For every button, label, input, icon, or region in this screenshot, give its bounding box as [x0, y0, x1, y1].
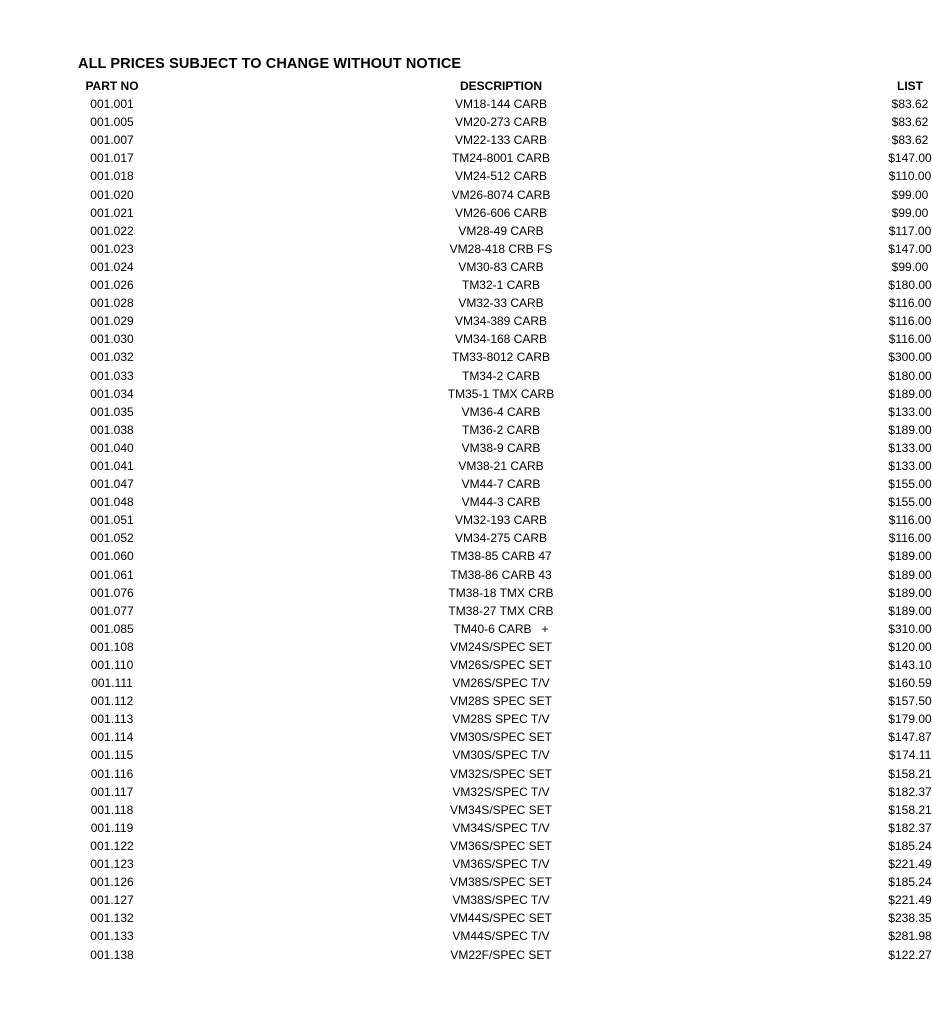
list-price-cell: $147.87	[888, 730, 932, 745]
description-cell: VM22-133 CARB	[454, 133, 548, 148]
part-no-cell: 001.007	[90, 133, 134, 148]
part-no-cell: 001.111	[91, 676, 133, 691]
table-row	[0, 855, 768, 873]
description-cell: VM34-168 CARB	[454, 332, 548, 347]
table-row	[0, 95, 768, 113]
description-cell: VM38-21 CARB	[458, 458, 544, 473]
part-no-cell: 001.026	[90, 278, 134, 293]
part-no-cell: 001.033	[90, 368, 134, 383]
table-row	[0, 330, 768, 348]
part-no-cell: 001.034	[90, 386, 134, 401]
description-cell: TM40-6 CARB +	[453, 621, 549, 636]
table-row	[0, 240, 768, 258]
list-price-cell: $133.00	[888, 458, 932, 473]
table-row	[0, 746, 768, 764]
table-row	[0, 113, 768, 131]
part-no-cell: 001.038	[90, 422, 134, 437]
description-cell: VM34S/SPEC T/V	[452, 820, 550, 835]
list-price-cell: $182.37	[888, 784, 932, 799]
description-cell: VM30S/SPEC T/V	[452, 748, 550, 763]
table-row	[0, 475, 768, 493]
list-price-cell: $189.00	[888, 549, 932, 564]
part-no-cell: 001.115	[90, 748, 134, 763]
description-cell: VM36S/SPEC SET	[449, 838, 553, 853]
description-cell: VM22F/SPEC SET	[450, 947, 552, 962]
part-no-cell: 001.047	[90, 477, 134, 492]
table-row	[0, 765, 768, 783]
table-row	[0, 367, 768, 385]
table-row	[0, 385, 768, 403]
description-cell: TM32-1 CARB	[461, 278, 541, 293]
list-price-cell: $182.37	[888, 820, 932, 835]
table-row	[0, 819, 768, 837]
list-price-cell: $99.00	[891, 187, 929, 202]
part-no-cell: 001.113	[90, 712, 134, 727]
table-row	[0, 602, 768, 620]
part-no-cell: 001.051	[90, 513, 134, 528]
table-row	[0, 204, 768, 222]
description-cell: VM30S/SPEC SET	[449, 730, 553, 745]
table-row	[0, 258, 768, 276]
part-no-cell: 001.119	[90, 820, 134, 835]
table-row	[0, 692, 768, 710]
list-price-cell: $221.49	[888, 857, 932, 872]
description-cell: VM36S/SPEC T/V	[452, 857, 550, 872]
list-price-cell: $180.00	[888, 278, 932, 293]
part-no-cell: 001.041	[90, 458, 134, 473]
description-cell: VM32S/SPEC T/V	[452, 784, 550, 799]
list-price-cell: $116.00	[888, 332, 932, 347]
list-price-cell: $133.00	[888, 404, 932, 419]
list-price-cell: $310.00	[888, 621, 932, 636]
table-row	[0, 511, 768, 529]
list-price-cell: $185.24	[888, 838, 932, 853]
part-no-cell: 001.085	[90, 621, 134, 636]
part-no-cell: 001.133	[90, 929, 134, 944]
part-no-cell: 001.123	[90, 857, 134, 872]
part-no-cell: 001.114	[90, 730, 134, 745]
list-price-cell: $116.00	[888, 314, 932, 329]
description-cell: VM44S/SPEC SET	[449, 911, 553, 926]
description-cell: VM24S/SPEC SET	[449, 639, 553, 654]
part-no-cell: 001.023	[90, 241, 134, 256]
part-no-cell: 001.035	[90, 404, 134, 419]
part-no-cell: 001.127	[90, 893, 134, 908]
list-price-cell: $83.62	[891, 115, 929, 130]
column-header-description: DESCRIPTION	[459, 79, 543, 93]
table-row	[0, 439, 768, 457]
part-no-cell: 001.116	[90, 766, 134, 781]
list-price-cell: $189.00	[888, 567, 932, 582]
description-cell: VM38S/SPEC SET	[449, 875, 553, 890]
table-row	[0, 457, 768, 475]
description-cell: TM38-85 CARB 47	[450, 549, 552, 564]
table-row	[0, 421, 768, 439]
part-no-cell: 001.001	[90, 97, 134, 112]
list-price-cell: $300.00	[888, 350, 932, 365]
table-row	[0, 167, 768, 185]
table-row	[0, 710, 768, 728]
list-price-cell: $116.00	[888, 296, 932, 311]
description-cell: TM38-18 TMX CRB	[448, 585, 554, 600]
description-cell: VM38-9 CARB	[461, 440, 541, 455]
list-price-cell: $160.59	[888, 676, 932, 691]
table-row	[0, 186, 768, 204]
list-price-cell: $158.21	[888, 802, 932, 817]
description-cell: TM38-86 CARB 43	[450, 567, 552, 582]
table-row	[0, 276, 768, 294]
list-price-cell: $116.00	[888, 513, 932, 528]
list-price-cell: $147.00	[888, 241, 932, 256]
description-cell: VM34-275 CARB	[454, 531, 548, 546]
description-cell: VM28S SPEC SET	[449, 694, 553, 709]
part-no-cell: 001.108	[90, 639, 134, 654]
list-price-cell: $120.00	[888, 639, 932, 654]
part-no-cell: 001.076	[90, 585, 134, 600]
description-cell: VM18-144 CARB	[454, 97, 548, 112]
list-price-cell: $157.50	[888, 694, 932, 709]
list-price-cell: $185.24	[888, 875, 932, 890]
table-row	[0, 493, 768, 511]
description-cell: VM44-3 CARB	[461, 495, 541, 510]
description-cell: VM32S/SPEC SET	[449, 766, 553, 781]
part-no-cell: 001.021	[90, 205, 134, 220]
list-price-cell: $99.00	[891, 259, 929, 274]
list-price-cell: $83.62	[891, 133, 929, 148]
list-price-cell: $238.35	[888, 911, 932, 926]
list-price-cell: $143.10	[888, 658, 932, 672]
description-cell: TM24-8001 CARB	[451, 151, 551, 166]
part-no-cell: 001.028	[90, 296, 134, 311]
description-cell: VM32-193 CARB	[454, 513, 548, 528]
description-cell: VM28-49 CARB	[458, 223, 544, 238]
table-row	[0, 946, 768, 964]
table-row	[0, 837, 768, 855]
part-no-cell: 001.020	[90, 187, 134, 202]
table-row	[0, 566, 768, 584]
table-row	[0, 348, 768, 366]
table-row	[0, 927, 768, 945]
description-cell: VM34S/SPEC SET	[449, 802, 553, 817]
part-no-cell: 001.024	[90, 259, 134, 274]
price-list-table	[0, 77, 932, 964]
description-cell: TM38-27 TMX CRB	[448, 603, 554, 618]
table-row	[0, 529, 768, 547]
table-body	[0, 95, 932, 964]
part-no-cell: 001.126	[90, 875, 134, 890]
part-no-cell: 001.122	[90, 838, 134, 853]
table-row	[0, 584, 768, 602]
description-cell: TM35-1 TMX CARB	[447, 386, 555, 401]
part-no-cell: 001.132	[90, 911, 134, 926]
list-price-cell: $179.00	[888, 712, 932, 727]
description-cell: VM28-418 CRB FS	[449, 241, 553, 256]
part-no-cell: 001.017	[90, 151, 134, 166]
description-cell: VM26S/SPEC SET	[449, 658, 553, 672]
list-price-cell: $155.00	[888, 495, 932, 510]
part-no-cell: 001.022	[90, 223, 134, 238]
part-no-cell: 001.117	[90, 784, 134, 799]
column-header-list: LIST	[897, 79, 923, 93]
list-price-cell: $180.00	[888, 368, 932, 383]
table-row	[0, 294, 768, 312]
table-row	[0, 801, 768, 819]
table-row	[0, 783, 768, 801]
list-price-cell: $99.00	[891, 205, 929, 220]
list-price-cell: $189.00	[888, 386, 932, 401]
part-no-cell: 001.029	[90, 314, 134, 329]
list-price-cell: $281.98	[888, 929, 932, 944]
table-row	[0, 638, 768, 656]
part-no-cell: 001.032	[90, 350, 134, 365]
table-row	[0, 891, 768, 909]
table-row	[0, 656, 768, 674]
part-no-cell: 001.052	[90, 531, 134, 546]
table-row	[0, 312, 768, 330]
part-no-cell: 001.110	[90, 658, 134, 672]
description-cell: VM38S/SPEC T/V	[452, 893, 550, 908]
list-price-cell: $221.49	[888, 893, 932, 908]
list-price-cell: $189.00	[888, 603, 932, 618]
part-no-cell: 001.005	[90, 115, 134, 130]
list-price-cell: $110.00	[888, 169, 932, 184]
description-cell: TM36-2 CARB	[461, 422, 541, 437]
description-cell: TM33-8012 CARB	[451, 350, 551, 365]
page-title: ALL PRICES SUBJECT TO CHANGE WITHOUT NOTICE	[78, 56, 462, 72]
header-row	[0, 77, 768, 95]
part-no-cell: 001.061	[90, 567, 134, 582]
list-price-cell: $117.00	[888, 223, 932, 238]
table-row	[0, 149, 768, 167]
column-header-part-no: PART NO	[85, 79, 139, 93]
description-cell: VM30-83 CARB	[458, 259, 544, 274]
table-row	[0, 728, 768, 746]
table-row	[0, 909, 768, 927]
list-price-cell: $174.11	[888, 748, 932, 763]
description-cell: TM34-2 CARB	[461, 368, 541, 383]
table-row	[0, 222, 768, 240]
part-no-cell: 001.018	[90, 169, 134, 184]
table-row	[0, 131, 768, 149]
list-price-cell: $189.00	[888, 422, 932, 437]
part-no-cell: 001.060	[90, 549, 134, 564]
description-cell: VM26-606 CARB	[454, 205, 548, 220]
list-price-cell: $189.00	[888, 585, 932, 600]
table-row	[0, 620, 768, 638]
part-no-cell: 001.030	[90, 332, 134, 347]
table-header	[0, 77, 923, 95]
table-row	[0, 403, 768, 421]
description-cell: VM20-273 CARB	[454, 115, 548, 130]
part-no-cell: 001.040	[90, 440, 134, 455]
description-cell: VM28S SPEC T/V	[452, 712, 550, 727]
description-cell: VM32-33 CARB	[458, 296, 544, 311]
list-price-cell: $147.00	[888, 151, 932, 166]
description-cell: VM44S/SPEC T/V	[452, 929, 550, 944]
description-cell: VM26-8074 CARB	[451, 187, 551, 202]
list-price-cell: $158.21	[888, 766, 932, 781]
description-cell: VM24-512 CARB	[454, 169, 548, 184]
list-price-cell: $83.62	[891, 97, 929, 112]
part-no-cell: 001.138	[90, 947, 134, 962]
part-no-cell: 001.118	[90, 802, 134, 817]
part-no-cell: 001.077	[90, 603, 134, 618]
list-price-cell: $133.00	[888, 440, 932, 455]
description-cell: VM44-7 CARB	[461, 477, 541, 492]
list-price-cell: $116.00	[888, 531, 932, 546]
table-row	[0, 547, 768, 565]
list-price-cell: $155.00	[888, 477, 932, 492]
description-cell: VM26S/SPEC T/V	[452, 676, 550, 691]
table-row	[0, 674, 768, 692]
description-cell: VM36-4 CARB	[461, 404, 541, 419]
part-no-cell: 001.112	[90, 694, 134, 709]
table-row	[0, 873, 768, 891]
description-cell: VM34-389 CARB	[454, 314, 548, 329]
part-no-cell: 001.048	[90, 495, 134, 510]
list-price-cell: $122.27	[888, 947, 932, 962]
